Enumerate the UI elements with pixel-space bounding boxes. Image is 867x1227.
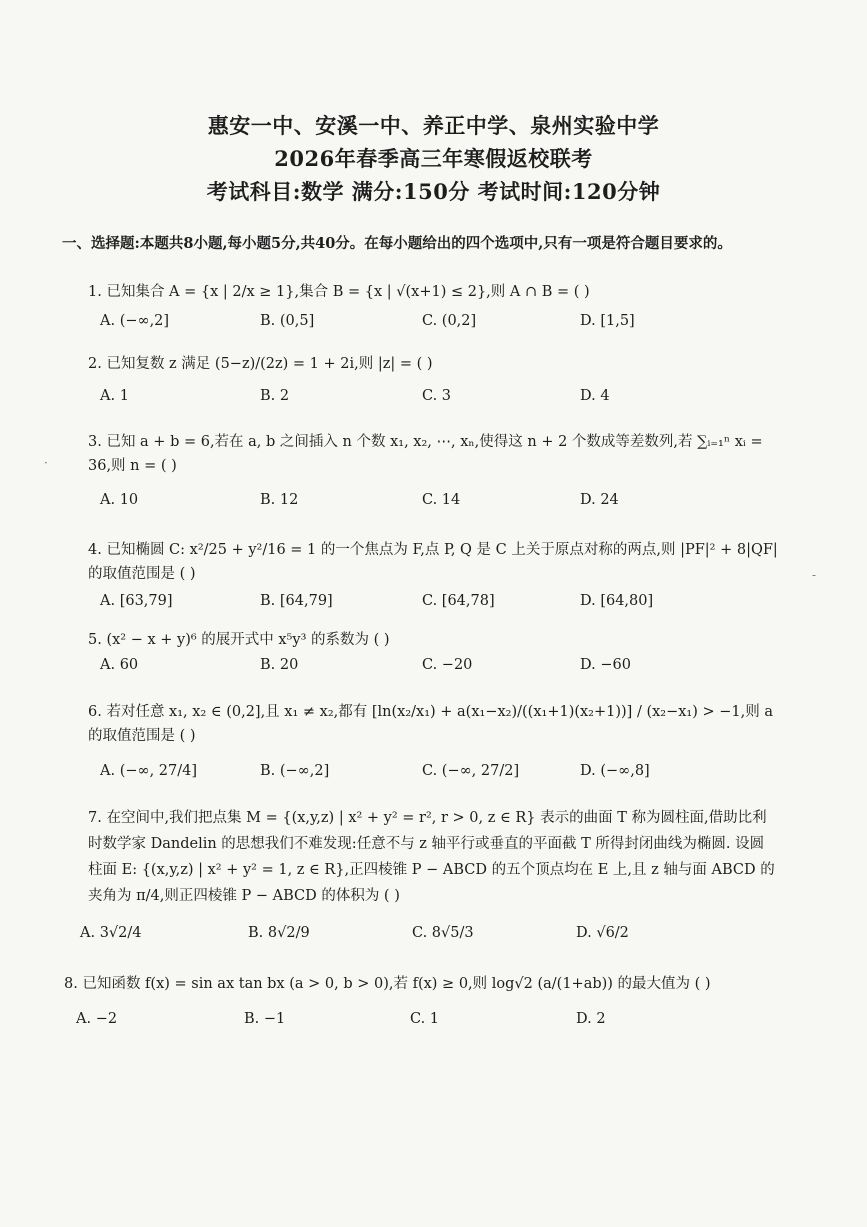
question-stem: 1. 已知集合 A = {x | 2/x ≥ 1},集合 B = {x | √(x+1) ≤ 2},则 A ∩ B = ( ): [88, 284, 590, 300]
option-b: B. 2: [260, 388, 290, 404]
option-a: A. [63,79]: [100, 593, 173, 609]
option-c: C. 3: [422, 388, 452, 404]
question-options: [100, 492, 780, 516]
option-b: B. (−∞,2]: [260, 763, 330, 779]
question-stem: 2. 已知复数 z 满足 (5−z)/(2z) = 1 + 2i,则 |z| = ( ): [88, 356, 433, 372]
exam-title: 2026年春季高三年寒假返校联考: [274, 146, 593, 171]
question-stem: 6. 若对任意 x₁, x₂ ∈ (0,2],且 x₁ ≠ x₂,都有 [ln(x₂/x₁) + a(x₁−x₂)/((x₁+1)(x₂+1))] / (x₂−x₁) > −1,则 a 的取值范围是 ( ): [88, 704, 773, 744]
question-stem: 7. 在空间中,我们把点集 M = {(x,y,z) | x² + y² = r², r > 0, z ∈ R} 表示的曲面 T 称为圆柱面,借助比利时数学家 Dandelin 的思想我们不难发现:任意不与 z 轴平行或垂直的平面截 T 所得封闭曲线为椭圆. 设圆柱面 E: {(x,y,z) | x² + y² = 1, z ∈ R},正四棱锥 P − ABCD 的五个顶点均在 E 上,且 z 轴与面 ABCD 的夹角为 π/4,则正四棱锥 P − ABCD 的体积为 ( ): [88, 810, 775, 904]
option-b: B. 8√2/9: [248, 925, 310, 941]
question-stem: 8. 已知函数 f(x) = sin ax tan bx (a > 0, b > 0),若 f(x) ≥ 0,则 log√2 (a/(1+ab)) 的最大值为 ( ): [64, 976, 711, 992]
option-d: D. −60: [580, 657, 631, 673]
option-b: B. 12: [260, 492, 299, 508]
option-a: A. 60: [100, 657, 139, 673]
exam-info: 考试科目:数学 满分:150分 考试时间:120分钟: [206, 179, 661, 204]
question-stem: 5. (x² − x + y)⁶ 的展开式中 x⁵y³ 的系数为 ( ): [88, 632, 390, 648]
option-a: A. (−∞, 27/4]: [100, 763, 198, 779]
question-options: [100, 763, 780, 787]
option-b: B. (0,5]: [260, 313, 315, 329]
option-d: D. √6/2: [576, 925, 629, 941]
scan-dash: -: [812, 568, 817, 582]
option-c: C. [64,78]: [422, 593, 495, 609]
question-options: [76, 1011, 756, 1035]
option-b: B. 20: [260, 657, 299, 673]
question-options: [100, 657, 780, 681]
option-c: C. (−∞, 27/2]: [422, 763, 520, 779]
option-a: A. 3√2/4: [80, 925, 142, 941]
school-names: 惠安一中、安溪一中、养正中学、泉州实验中学: [207, 113, 660, 138]
option-d: D. 2: [576, 1011, 606, 1027]
question-stem: 3. 已知 a + b = 6,若在 a, b 之间插入 n 个数 x₁, x₂, ⋯, xₙ,使得这 n + 2 个数成等差数列,若 ∑ᵢ₌₁ⁿ xᵢ = 36,则 n = ( ): [88, 434, 763, 474]
question-stem: 4. 已知椭圆 C: x²/25 + y²/16 = 1 的一个焦点为 F,点 P, Q 是 C 上关于原点对称的两点,则 |PF|² + 8|QF| 的取值范围是 ( ): [88, 542, 778, 582]
option-c: C. −20: [422, 657, 473, 673]
option-a: A. −2: [76, 1011, 118, 1027]
question-options: [100, 593, 780, 617]
option-d: D. [64,80]: [580, 593, 654, 609]
option-b: B. −1: [244, 1011, 286, 1027]
option-d: D. (−∞,8]: [580, 763, 650, 779]
question-options: [100, 313, 780, 337]
scan-speck: ·: [44, 456, 48, 470]
question-options: [80, 925, 760, 949]
option-b: B. [64,79]: [260, 593, 333, 609]
option-a: A. 1: [100, 388, 129, 404]
option-d: D. 24: [580, 492, 619, 508]
option-c: C. 1: [410, 1011, 440, 1027]
option-d: D. 4: [580, 388, 610, 404]
option-d: D. [1,5]: [580, 313, 635, 329]
option-c: C. 14: [422, 492, 461, 508]
question-options: [100, 388, 780, 412]
option-a: A. 10: [100, 492, 139, 508]
option-c: C. (0,2]: [422, 313, 477, 329]
option-a: A. (−∞,2]: [100, 313, 170, 329]
section-heading: 一、选择题:本题共8小题,每小题5分,共40分。在每小题给出的四个选项中,只有一项是符合题目要求的。: [62, 235, 732, 252]
option-c: C. 8√5/3: [412, 925, 474, 941]
